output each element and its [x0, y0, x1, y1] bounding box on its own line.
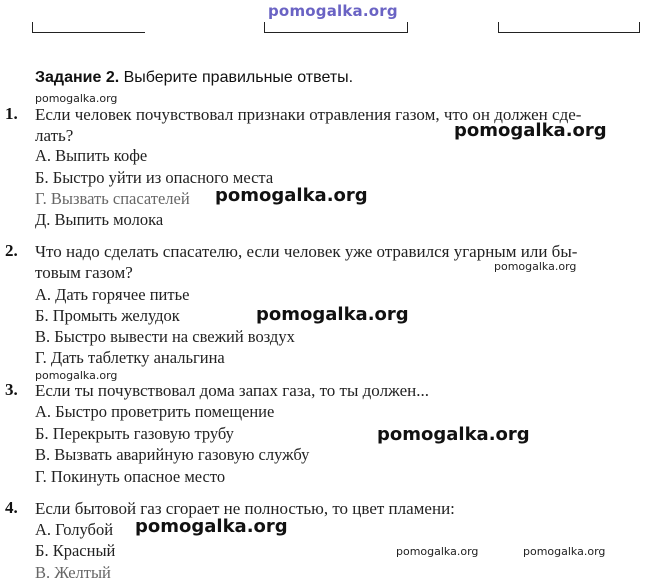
watermark-small-3: pomogalka.org	[35, 369, 118, 382]
question-3-option-b: Б. Перекрыть газовую трубу	[35, 424, 234, 443]
watermark-big-4: pomogalka.org	[377, 424, 530, 445]
header-watermark: pomogalka.org	[268, 2, 398, 20]
watermark-big-1: pomogalka.org	[454, 120, 607, 141]
question-2-text-line-2: товым газом?	[35, 263, 133, 282]
question-3-option-v: В. Вызвать аварийную газовую службу	[35, 445, 310, 464]
question-4-text-line-1: Если бытовой газ сгорает не полностью, то цвет пламени:	[35, 499, 455, 518]
question-2-number: 2.	[5, 241, 18, 260]
question-2-option-a: А. Дать горячее питье	[35, 285, 190, 304]
top-center-bracket	[264, 22, 408, 33]
task-heading	[35, 69, 353, 87]
watermark-big-3: pomogalka.org	[256, 304, 409, 325]
question-1-number: 1.	[5, 104, 18, 123]
question-2-option-g: Г. Дать таблетку анальгина	[35, 348, 225, 367]
question-1-option-d: Д. Выпить молока	[35, 210, 164, 229]
question-4-option-v: В. Желтый	[35, 563, 111, 582]
task-title: Задание 2.	[35, 69, 120, 86]
question-2-option-b: Б. Промыть желудок	[35, 306, 180, 325]
question-4-number: 4.	[5, 498, 18, 517]
question-3-option-g: Г. Покинуть опасное место	[35, 467, 226, 486]
question-3-text-line-1: Если ты почувствовал дома запах газа, то ты должен...	[35, 381, 429, 400]
question-4-option-b: Б. Красный	[35, 541, 116, 560]
question-2-option-v: В. Быстро вывести на свежий воздух	[35, 327, 295, 346]
top-left-bracket	[32, 22, 145, 33]
question-1-option-g: Г. Вызвать спасателей	[35, 189, 190, 208]
watermark-small-5: pomogalka.org	[523, 545, 606, 558]
question-1-text-line-1: Если человек почувствовал признаки отравления газом, что он должен сде-	[35, 105, 582, 124]
watermark-big-5: pomogalka.org	[135, 516, 288, 537]
task-instruction: Выберите правильные ответы.	[119, 69, 354, 86]
question-1-text-line-2: лать?	[35, 126, 74, 145]
watermark-big-2: pomogalka.org	[215, 185, 368, 206]
top-right-bracket	[498, 22, 640, 33]
question-4-option-a: А. Голубой	[35, 520, 114, 539]
question-2-text-line-1: Что надо сделать спасателю, если человек уже отравился угарным или бы-	[35, 242, 578, 261]
watermark-small-2: pomogalka.org	[494, 260, 577, 273]
question-1-option-b: Б. Быстро уйти из опасного места	[35, 168, 274, 187]
watermark-small-4: pomogalka.org	[396, 545, 479, 558]
watermark-small-1: pomogalka.org	[35, 92, 118, 105]
question-3-option-a: А. Быстро проветрить помещение	[35, 402, 275, 421]
question-3-number: 3.	[5, 380, 18, 399]
question-1-option-a: А. Выпить кофе	[35, 146, 148, 165]
